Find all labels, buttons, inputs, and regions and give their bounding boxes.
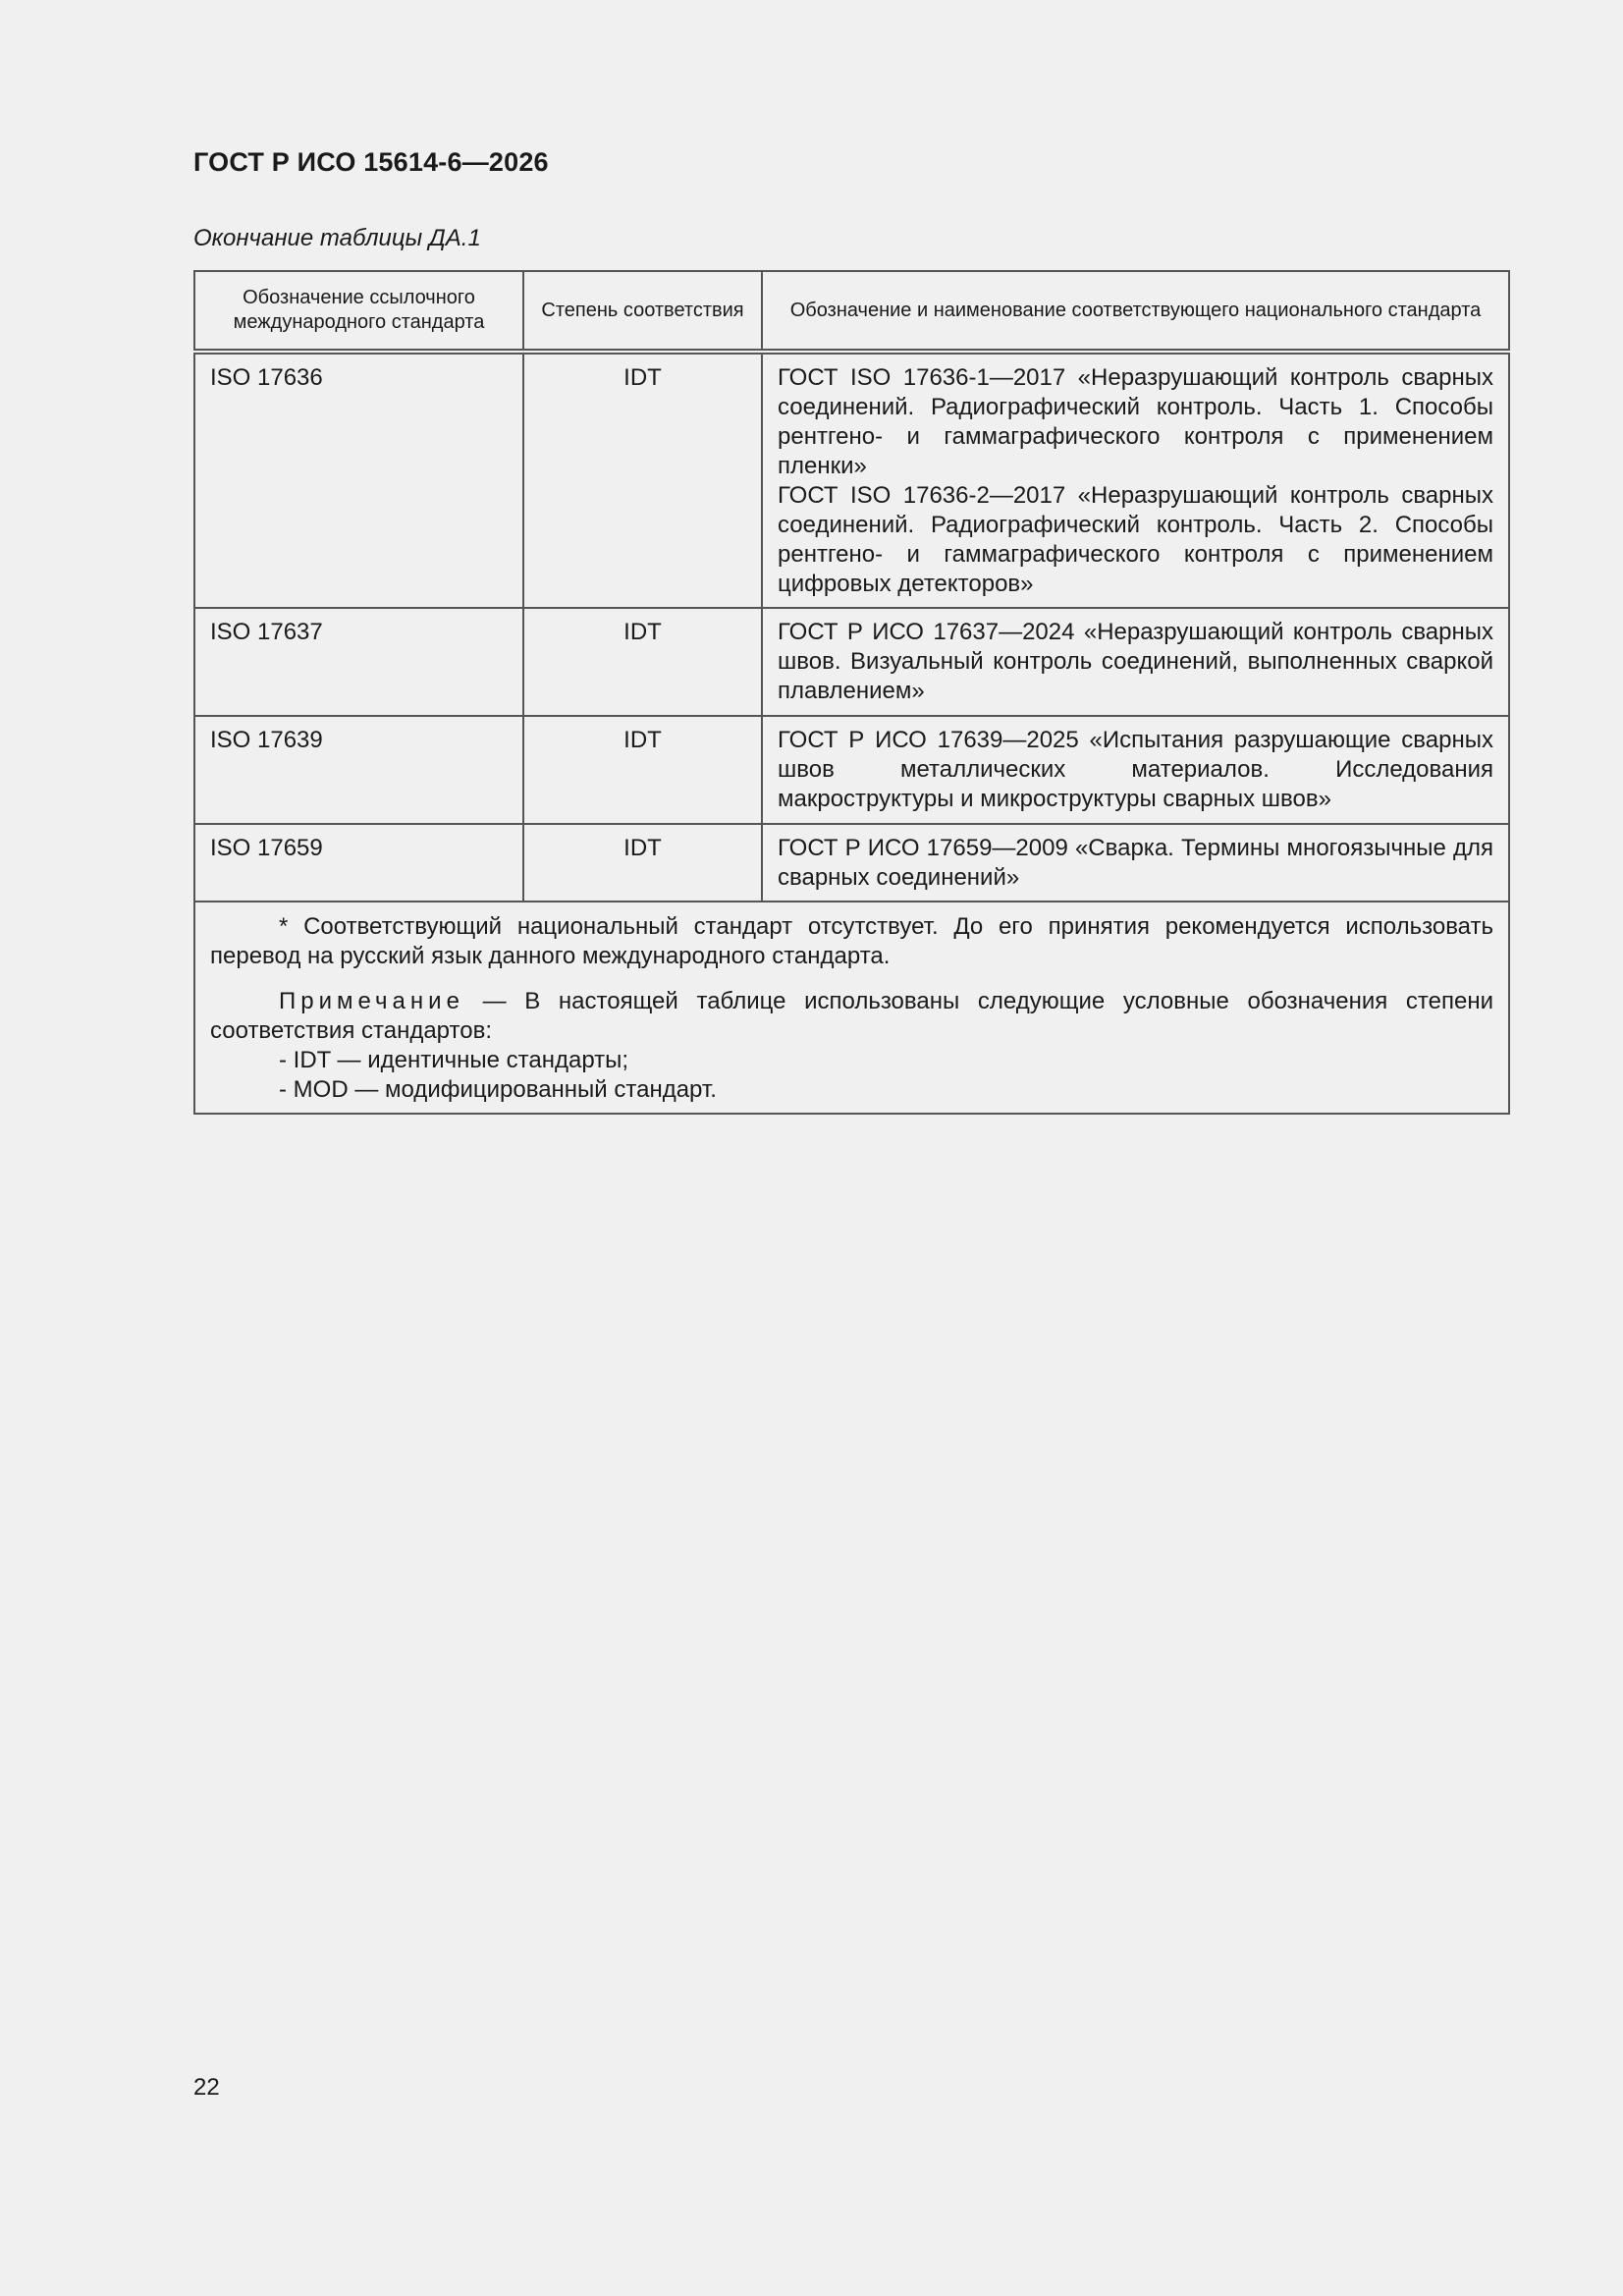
degree-cell: IDT <box>523 716 762 824</box>
note-list-item: - IDT — идентичные стандарты; <box>279 1047 629 1073</box>
national-standard-text: ГОСТ ISO 17636-2—2017 «Неразрушающий контроль сварных соединений. Радиографический контроль. Часть 2. Способы рентгено- и гаммаграфического контроля с применением цифровых детекторов» <box>778 482 1493 597</box>
note-paragraph <box>210 987 1493 1046</box>
national-standard-cell <box>762 824 1509 902</box>
reference-table-container <box>193 270 1508 1115</box>
national-standard-text: ГОСТ Р ИСО 17639—2025 «Испытания разрушающие сварных швов металлических материалов. Исследования макроструктуры и микроструктуры сварных швов» <box>778 727 1493 812</box>
column-header-degree: Степень соответствия <box>523 271 762 352</box>
national-standard-text: ГОСТ ISO 17636-1—2017 «Неразрушающий контроль сварных соединений. Радиографический контроль. Часть 1. Способы рентгено- и гаммаграфического контроля с применением пленки» <box>778 364 1493 479</box>
table-row <box>194 716 1509 824</box>
table-row <box>194 352 1509 608</box>
national-standard-cell <box>762 352 1509 608</box>
reference-cell: ISO 17636 <box>194 352 523 608</box>
note-list <box>210 1046 1493 1105</box>
degree-cell: IDT <box>523 824 762 902</box>
table-row <box>194 824 1509 902</box>
table-header <box>194 271 1509 352</box>
reference-cell: ISO 17637 <box>194 608 523 716</box>
table-row <box>194 608 1509 716</box>
footnote-text: * Соответствующий национальный стандарт отсутствует. До его принятия рекомендуется использовать перевод на русский язык данного международного стандарта. <box>210 913 1493 969</box>
note-label: Примечание <box>279 988 464 1014</box>
reference-cell: ISO 17659 <box>194 824 523 902</box>
page-number: 22 <box>193 2074 220 2101</box>
table-caption: Окончание таблицы ДА.1 <box>193 225 481 251</box>
table-header-row <box>194 271 1509 352</box>
footnote-cell <box>194 902 1509 1114</box>
document-title: ГОСТ Р ИСО 15614-6—2026 <box>193 147 549 177</box>
national-standard-cell <box>762 716 1509 824</box>
note-list-item: - MOD — модифицированный стандарт. <box>279 1076 717 1103</box>
national-standard-text: ГОСТ Р ИСО 17637—2024 «Неразрушающий контроль сварных швов. Визуальный контроль соединений, выполненных сваркой плавлением» <box>778 619 1493 704</box>
reference-cell: ISO 17639 <box>194 716 523 824</box>
table-footnote-row <box>194 902 1509 1114</box>
table-body <box>194 352 1509 1114</box>
degree-cell: IDT <box>523 352 762 608</box>
degree-cell: IDT <box>523 608 762 716</box>
national-standard-cell <box>762 608 1509 716</box>
column-header-reference: Обозначение ссылочного международного стандарта <box>194 271 523 352</box>
reference-table <box>193 270 1510 1115</box>
national-standard-text: ГОСТ Р ИСО 17659—2009 «Сварка. Термины многоязычные для сварных соединений» <box>778 835 1493 891</box>
column-header-national: Обозначение и наименование соответствующего национального стандарта <box>762 271 1509 352</box>
note-text: — В настоящей таблице использованы следующие условные обозначения степени соответствия стандартов: <box>210 988 1493 1044</box>
